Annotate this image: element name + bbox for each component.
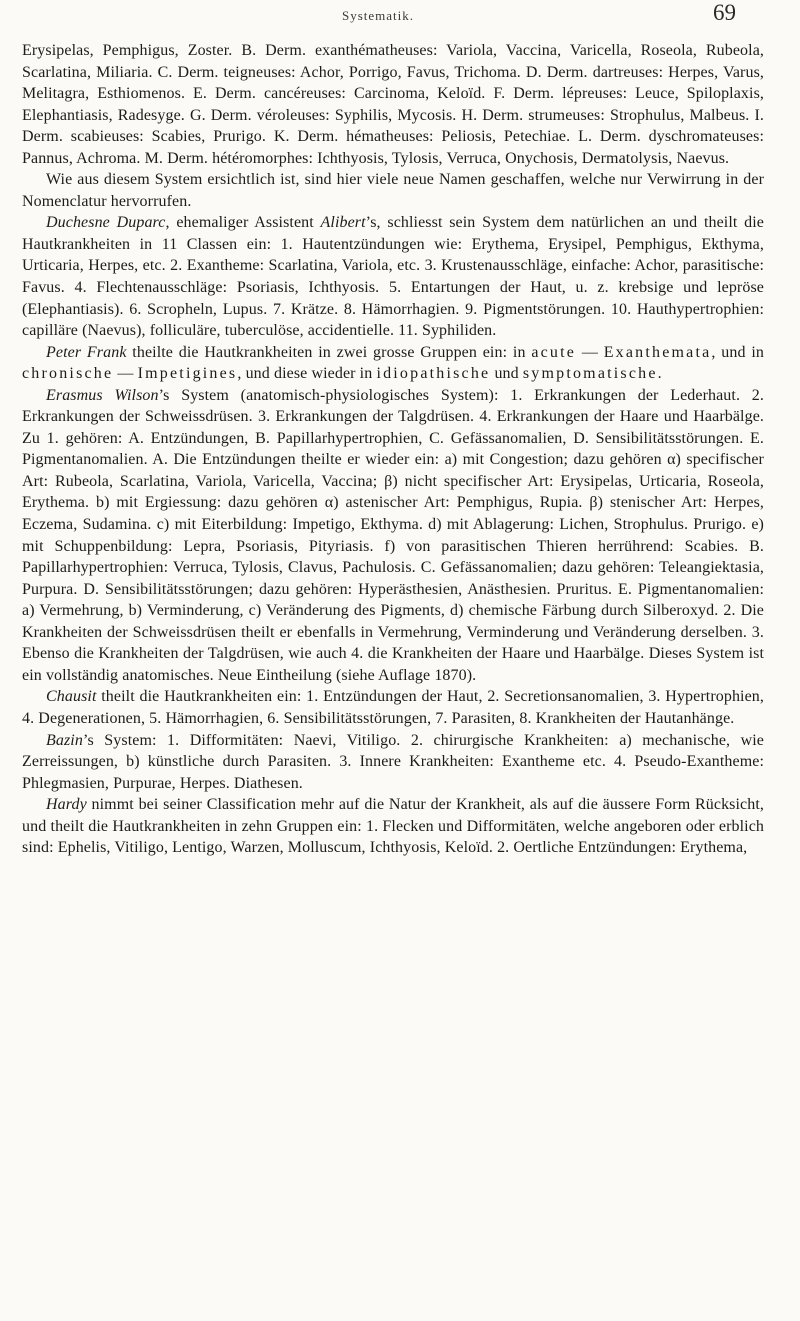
author-name: Peter Frank	[46, 343, 127, 361]
paragraph-chausit	[22, 686, 764, 729]
author-name: Hardy	[46, 796, 87, 814]
paragraph-text: ’s System: 1. Difformitäten: Naevi, Vitiligo. 2. chirurgische Krankheiten: a) mechanische, wie Zerreissungen, b) künstliche durch Parasiten. 3. Innere Krankheiten: Exantheme etc. 4. Pseudo-Exantheme: Phlegmasien, Purpurae, Herpes. Diathesen.	[22, 731, 764, 792]
paragraph-dermatoses-classes	[22, 40, 764, 169]
paragraph-text: ’s, schliesst sein System dem natürlichen an und theilt die Hautkrankheiten in 11 Classen ein: 1. Hautentzündungen wie: Erythema, Erysipel, Pemphigus, Ekthyma, Urticaria, Herpes, etc. 2. Exantheme: Scarlatina, Variola, etc. 3. Krustenausschläge, einfache: Achor, parasitische: Favus. 4. Flechtenausschläge: Psoriasis, Ichthyosis. 5. Entartungen der Haut, u. z. krebsige und lepröse (Elephantiasis). 6. Scropheln, Lupus. 7. Krätze. 8. Hämorrhagien. 9. Pigmentstörungen. 10. Hauthypertrophien: capilläre (Naevus), folliculäre, tuberculöse, accidentielle. 11. Syphiliden.	[22, 214, 764, 340]
paragraph-duchesne-duparc	[22, 212, 764, 341]
paragraph-text: theilte die Hautkrankheiten in zwei grosse Gruppen ein: in	[126, 343, 532, 361]
paragraph-nomenclature-remark	[22, 169, 764, 212]
paragraph-peter-frank	[22, 342, 764, 385]
body-text	[22, 40, 764, 859]
spaced-term: symptomatische	[522, 365, 658, 383]
paragraph-text: theilt die Hautkrankheiten ein: 1. Entzündungen der Haut, 2. Secretionsanomalien, 3. Hypertrophien, 4. Degenerationen, 5. Hämorrhagien, 6. Sensibilitätsstörungen, 7. Parasiten, 8. Krankheiten der Hautanhänge.	[22, 688, 764, 727]
running-head: Systematik.	[341, 8, 415, 23]
paragraph-text: , ehemaliger Assistent	[165, 214, 321, 232]
page-header	[22, 0, 770, 44]
spaced-term: acute	[531, 343, 577, 361]
author-name: Bazin	[46, 731, 83, 749]
author-name: Duchesne Duparc	[46, 214, 166, 232]
spaced-term: idiopathische	[376, 365, 491, 383]
paragraph-text: —	[576, 343, 604, 361]
paragraph-text: .	[657, 365, 662, 383]
paragraph-text: Erysipelas, Pemphigus, Zoster. B. Derm. exanthématheuses: Variola, Vaccina, Varicella, Roseola, Rubeola, Scarlatina, Miliaria. C. Derm. teigneuses: Achor, Porrigo, Favus, Trichoma. D. Derm. dartreuses: Herpes, Varus, Melitagra, Esthiomenos. E. Derm. cancéreuses: Carcinoma, Keloïd. F. Derm. lépreuses: Leuce, Spiloplaxis, Elephantiasis, Radesyge. G. Derm. véroleuses: Syphilis, Mycosis. H. Derm. strumeuses: Strophulus, Malbeus. I. Derm. scabieuses: Scabies, Prurigo. K. Derm. hématheuses: Peliosis, Petechiae. L. Derm. dyschromateuses: Pannus, Achroma. M. Derm. hétéromorphes: Ichthyosis, Tylosis, Verruca, Onychosis, Dermatolysis, Naevus.	[22, 42, 764, 167]
page-number: 69	[713, 0, 736, 25]
paragraph-erasmus-wilson	[22, 385, 764, 687]
paragraph-text: Wie aus diesem System ersichtlich ist, sind hier viele neue Namen geschaffen, welche nur Verwirrung in der Nomenclatur hervorrufen.	[22, 171, 764, 210]
paragraph-text: —	[113, 365, 138, 383]
author-name: Alibert	[320, 214, 366, 232]
paragraph-hardy	[22, 794, 764, 859]
author-name: Chausit	[46, 688, 97, 706]
spaced-term: Exanthemata	[603, 343, 712, 361]
spaced-term: chronische	[22, 365, 114, 383]
paragraph-text: , und diese wieder in	[237, 365, 377, 383]
paragraph-text: nimmt bei seiner Classification mehr auf die Natur der Krankheit, als auf die äussere Form Rücksicht, und theilt die Hautkrankheiten in zehn Gruppen ein: 1. Flecken und Difformitäten, welche angeboren oder erblich sind: Ephelis, Vitiligo, Lentigo, Warzen, Molluscum, Ichthyosis, Keloïd. 2. Oertliche Entzündungen: Erythema,	[22, 796, 764, 857]
spaced-term: Impetigines	[137, 365, 238, 383]
paragraph-text: , und in	[711, 343, 765, 361]
author-name: Erasmus Wilson	[46, 386, 159, 404]
paragraph-text: ’s System (anatomisch-physiologisches System): 1. Erkrankungen der Lederhaut. 2. Erkrankungen der Schweissdrüsen. 3. Erkrankungen der Talgdrüsen. 4. Erkrankungen der Haare und Haarbälge. Zu 1. gehören: A. Entzündungen, B. Papillarhypertrophien, C. Gefässanomalien, D. Sensibilitätsstörungen. E. Pigmentanomalien. A. Die Entzündungen theilte er wieder ein: a) mit Congestion; dazu gehören α) specifischer Art: Rubeola, Scarlatina, Variola, Varicella, Vaccina; β) nicht specifischer Art: Erysipelas, Urticaria, Roseola, Erythema. b) mit Ergiessung: dazu gehören α) astenischer Art: Pemphigus, Rupia. β) stenischer Art: Herpes, Eczema, Sudamina. c) mit Eiterbildung: Impetigo, Ekthyma. d) mit Ablagerung: Lichen, Strophulus. Prurigo. e) mit Schuppenbildung: Lepra, Psoriasis, Pityriasis. f) von parasitischen Thieren herrührend: Scabies. B. Papillarhypertrophien: Verruca, Tylosis, Clavus, Pachulosis. C. Gefässanomalien; dazu gehören: Teleangiektasia, Purpura. D. Sensibilitätsstörungen; dazu gehören: Hyperästhesien, Anästhesien. Pruritus. E. Pigmentanomalien: a) Vermehrung, b) Verminderung, c) Veränderung des Pigments, d) chemische Färbung durch Silberoxyd. 2. Die Krankheiten der Schweissdrüsen theilt er ebenfalls in Vermehrung, Verminderung und Veränderung derselben. 3. Ebenso die Krankheiten der Talgdrüsen, wie auch 4. die Krankheiten der Haare und Haarbälge. Dieses System ist ein vollständig anatomisches. Neue Eintheilung (siehe Auflage 1870).	[22, 386, 764, 684]
paragraph-text: und	[490, 365, 523, 383]
paragraph-bazin	[22, 730, 764, 795]
